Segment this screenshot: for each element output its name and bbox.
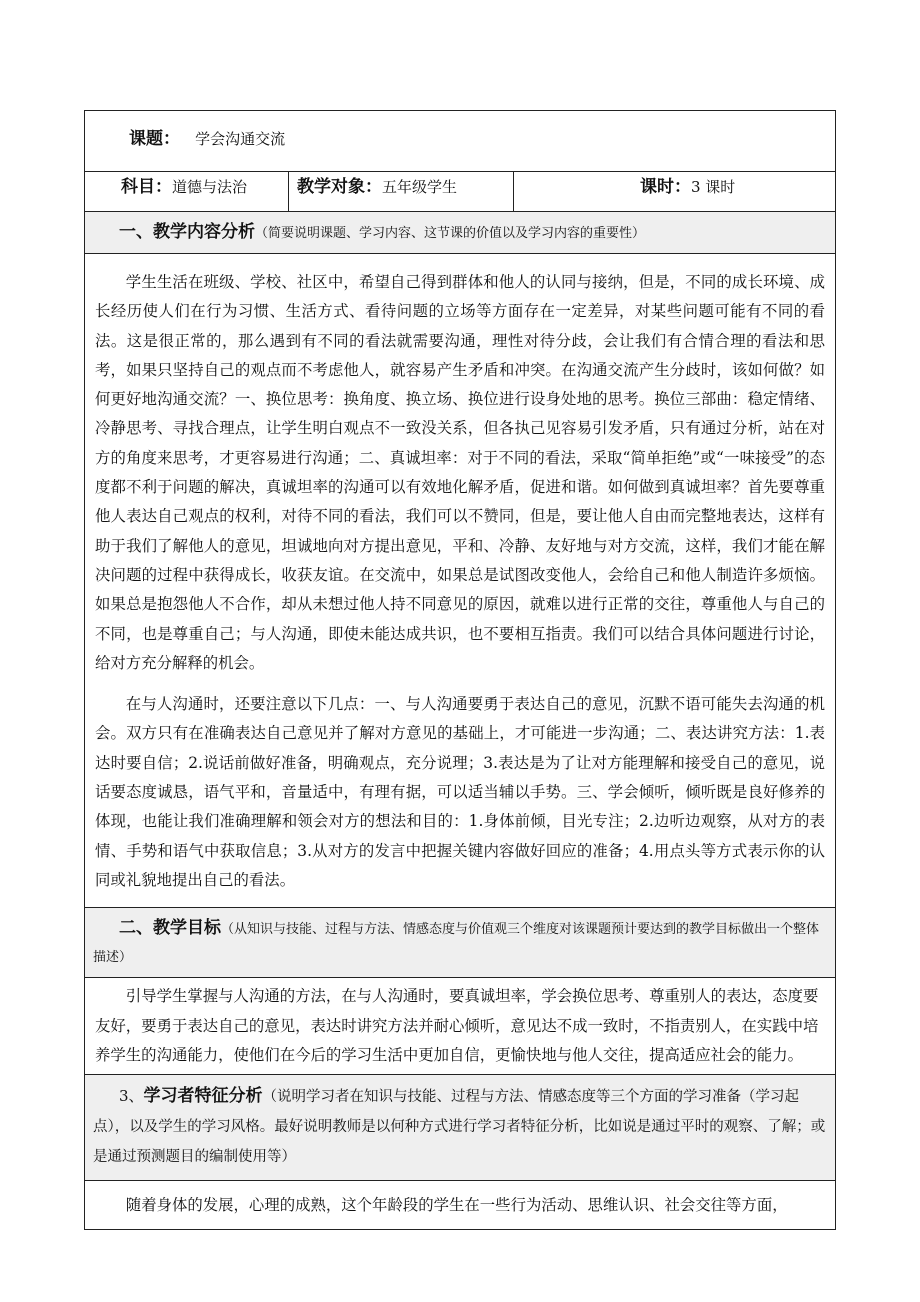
learner-analysis-text: 随着身体的发展，心理的成熟，这个年龄段的学生在一些行为活动、思维认识、社会交往等方面， [125, 1196, 788, 1215]
hours-cell [514, 172, 836, 212]
section3-title: 学习者特征分析 [143, 1086, 263, 1107]
target-cell [289, 172, 514, 212]
section3-note: （说明学习者在知识与技能、过程与方法、情感态度等三个方面的学习准备（学习起点），以及学生的学习风格。最好说明教师是以何种方式进行学习者特征分析，比如说是通过平时的观察、了解；或是通过预测题目的编制使用等） [93, 1089, 826, 1166]
subject-value: 道德与法治 [172, 178, 248, 196]
lesson-plan-table [84, 110, 836, 1230]
subject-cell [85, 172, 289, 212]
subject-label: 科目： [121, 177, 172, 197]
meta-row [85, 172, 836, 212]
section1-header-row [85, 212, 836, 254]
section1-note: （简要说明课题、学习内容、这节课的价值以及学习内容的重要性） [255, 226, 646, 241]
section2-header [85, 908, 836, 978]
section2-note: （从知识与技能、过程与方法、情感态度与价值观三个维度对该课题预计要达到的教学目标做出一个整体描述） [93, 922, 820, 966]
target-label: 教学对象： [297, 177, 382, 197]
hours-label: 课时： [640, 177, 691, 197]
section3-body [85, 1181, 836, 1230]
section3-body-row [85, 1181, 836, 1230]
hours-value: 3 课时 [691, 178, 736, 196]
section2-title: 二、教学目标 [119, 918, 221, 939]
section2-body [85, 978, 836, 1075]
topic-value: 学会沟通交流 [195, 130, 286, 148]
topic-cell [85, 111, 836, 172]
section1-body [85, 254, 836, 908]
content-analysis-paragraph: 在与人沟通时，还要注意以下几点：一、与人沟通要勇于表达自己的意见，沉默不语可能失去沟通的机会。双方只有在准确表达自己意见并了解对方意见的基础上，才可能进一步沟通；二、表达讲究方法：1.表达时要自信；2.说话前做好准备，明确观点，充分说理；3.表达是为了让对方能理解和接受自己的意见，说话要态度诚恳，语气平和，音量适中，有理有据，可以适当辅以手势。三、学会倾听，倾听既是良好修养的体现，也能让我们准确理解和领会对方的想法和目的：1.身体前倾，目光专注；2.边听边观察，从对方的表情、手势和语气中获取信息；3.从对方的发言中把握关键内容做好回应的准备；4.用点头等方式表示你的认同或礼貌地提出自己的看法。 [95, 695, 826, 889]
section2-header-row [85, 908, 836, 978]
section1-title: 一、教学内容分析 [119, 222, 255, 242]
topic-label: 课题： [129, 129, 180, 149]
topic-row [85, 111, 836, 172]
section2-body-row [85, 978, 836, 1075]
teaching-goal-text: 引导学生掌握与人沟通的方法，在与人沟通时，要真诚坦率，学会换位思考、尊重别人的表达，态度要友好，要勇于表达自己的意见，表达时讲究方法并耐心倾听，意见达不成一致时，不指责别人，在实践中培养学生的沟通能力，使他们在今后的学习生活中更加自信，更愉快地与他人交往，提高适应社会的能力。 [95, 987, 819, 1064]
section1-header [85, 212, 836, 254]
content-analysis-paragraph: 学生生活在班级、学校、社区中，希望自己得到群体和他人的认同与接纳，但是，不同的成长环境、成长经历使人们在行为习惯、生活方式、看待问题的立场等方面存在一定差异，对某些问题可能有不同的看法。这是很正常的，那么遇到有不同的看法就需要沟通，理性对待分歧，会让我们有合情合理的看法和思考，如果只坚持自己的观点而不考虑他人，就容易产生矛盾和冲突。在沟通交流产生分歧时，该如何做？如何更好地沟通交流？一、换位思考：换角度、换立场、换位进行设身处地的思考。换位三部曲：稳定情绪、冷静思考、寻找合理点，让学生明白观点不一致没关系，但各执己见容易引发矛盾，只有通过分析，站在对方的角度来思考，才更容易进行沟通；二、真诚坦率：对于不同的看法，采取“简单拒绝”或“一味接受”的态度都不利于问题的解决，真诚坦率的沟通可以有效地化解矛盾，促进和谐。如何做到真诚坦率？首先要尊重他人表达自己观点的权利，对待不同的看法，我们可以不赞同，但是，要让他人自由而完整地表达，这样有助于我们了解他人的意见，坦诚地向对方提出意见，平和、冷静、友好地与对方交流，这样，我们才能在解决问题的过程中获得成长，收获友谊。在交流中，如果总是试图改变他人，会给自己和他人制造许多烦恼。如果总是抱怨他人不合作，却从未想过他人持不同意见的原因，就难以进行正常的交往，尊重他人与自己的不同，也是尊重自己；与人沟通，即使未能达成共识，也不要相互指责。我们可以结合具体问题进行讨论，给对方充分解释的机会。 [95, 273, 826, 672]
section3-header [85, 1075, 836, 1181]
section3-number: 3、 [119, 1087, 144, 1106]
section3-header-row [85, 1075, 836, 1181]
section1-body-row [85, 254, 836, 908]
target-value: 五年级学生 [382, 178, 458, 196]
